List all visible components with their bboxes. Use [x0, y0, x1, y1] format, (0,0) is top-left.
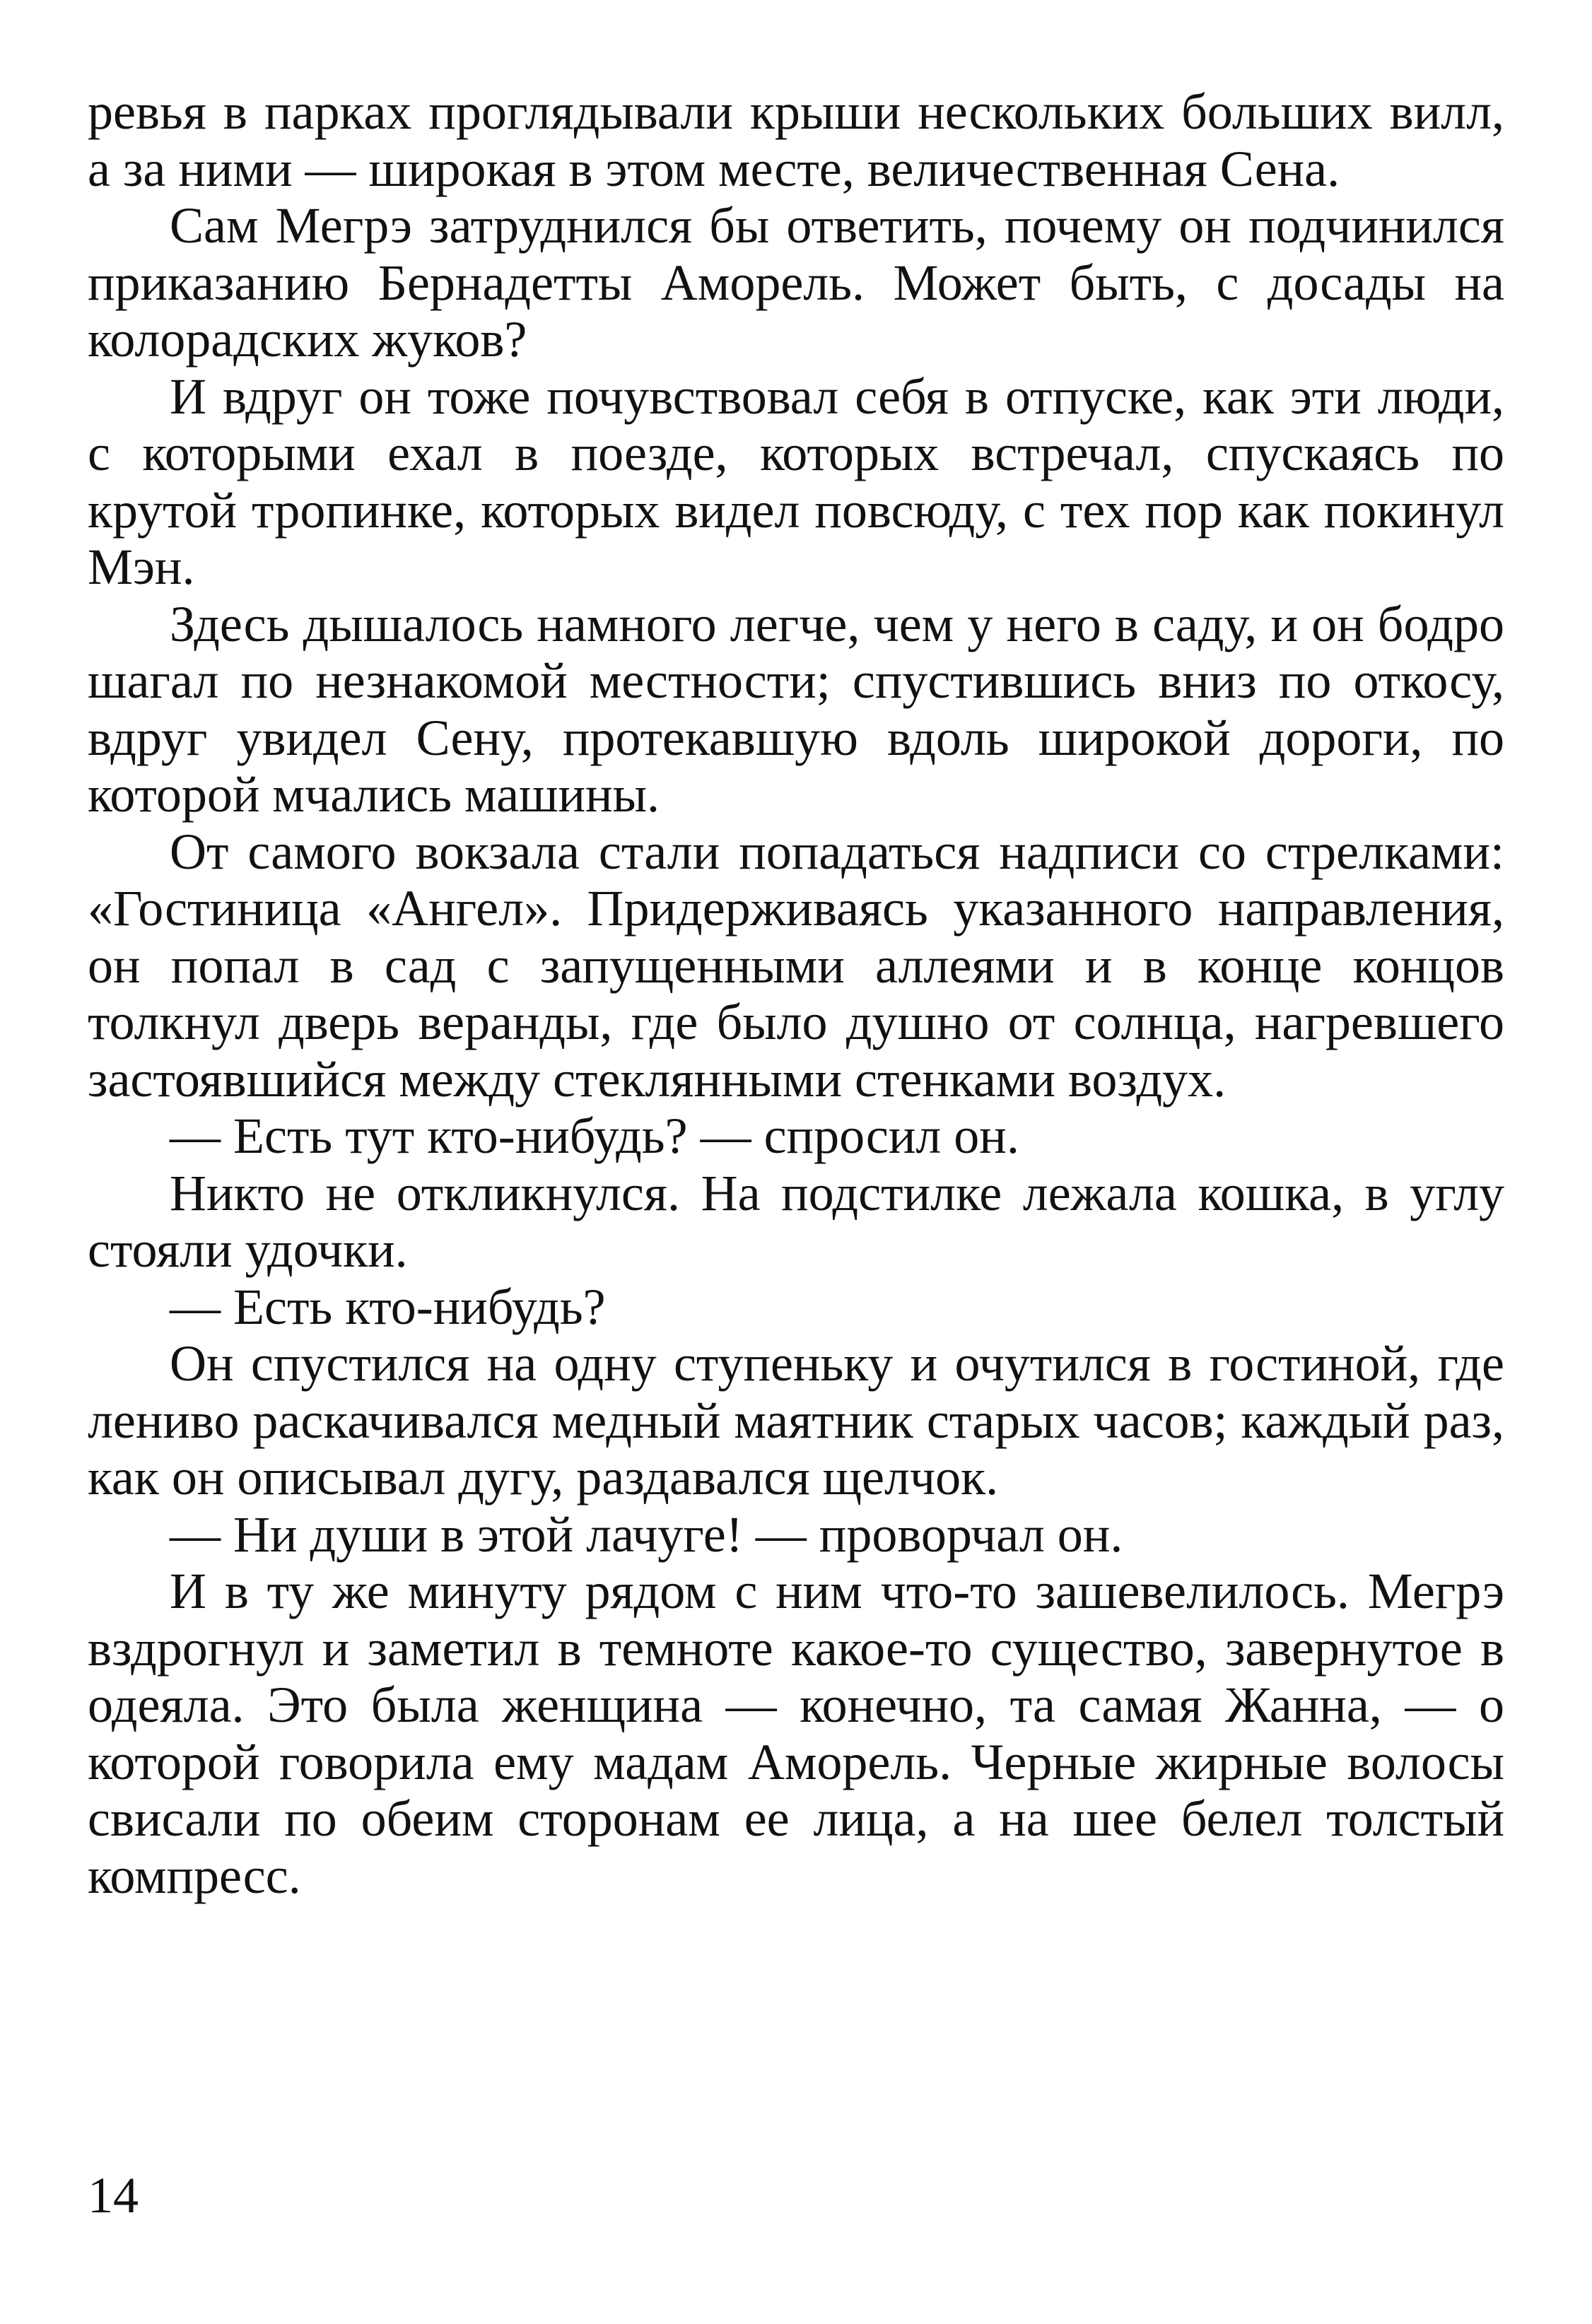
paragraph-5: От самого вокзала стали попадаться надписи со стрелками: «Гостиница «Ангел». Придерживаясь указанного направления, он попал в сад с запущенными аллеями и в конце концов толкнул дверь веранды, где было душно от солнца, нагревшего застоявшийся между стеклянными стенками воздух.: [88, 823, 1504, 1108]
paragraph-7: Никто не откликнулся. На подстилке лежала кошка, в углу стояли удочки.: [88, 1164, 1504, 1278]
page-number: 14: [88, 2167, 139, 2224]
paragraph-6: — Есть тут кто-нибудь? — спросил он.: [170, 1108, 1019, 1164]
paragraph-8: — Есть кто-нибудь?: [170, 1278, 606, 1335]
paragraph-1: ревья в парках проглядывали крыши нескольких больших вилл, а за ними — широкая в этом месте, величественная Сена.: [88, 83, 1504, 197]
paragraph-2: Сам Мегрэ затруднился бы ответить, почему он подчинился приказанию Бернадетты Аморель. Может быть, с досады на колорадских жуков?: [88, 197, 1504, 368]
paragraph-10: — Ни души в этой лачуге! — проворчал он.: [170, 1506, 1123, 1563]
paragraph-3: И вдруг он тоже почувствовал себя в отпуске, как эти люди, с которыми ехал в поезде, которых встречал, спускаясь по крутой тропинке, которых видел повсюду, с тех пор как покинул Мэн.: [88, 368, 1504, 595]
paragraph-11: И в ту же минуту рядом с ним что-то зашевелилось. Мегрэ вздрогнул и заметил в темноте какое-то существо, завернутое в одеяла. Это была женщина — конечно, та самая Жанна, — о которой говорила ему мадам Аморель. Черные жирные волосы свисали по обеим сторонам ее лица, а на шее белел толстый компресс.: [88, 1563, 1504, 1904]
paragraph-4: Здесь дышалось намного легче, чем у него в саду, и он бодро шагал по незнакомой местности; спустившись вниз по откосу, вдруг увидел Сену, протекавшую вдоль широкой дороги, по которой мчались машины.: [88, 595, 1504, 823]
body-text: [88, 83, 1504, 1904]
paragraph-9: Он спустился на одну ступеньку и очутился в гостиной, где лениво раскачивался медный маятник старых часов; каждый раз, как он описывал дугу, раздавался щелчок.: [88, 1335, 1504, 1506]
